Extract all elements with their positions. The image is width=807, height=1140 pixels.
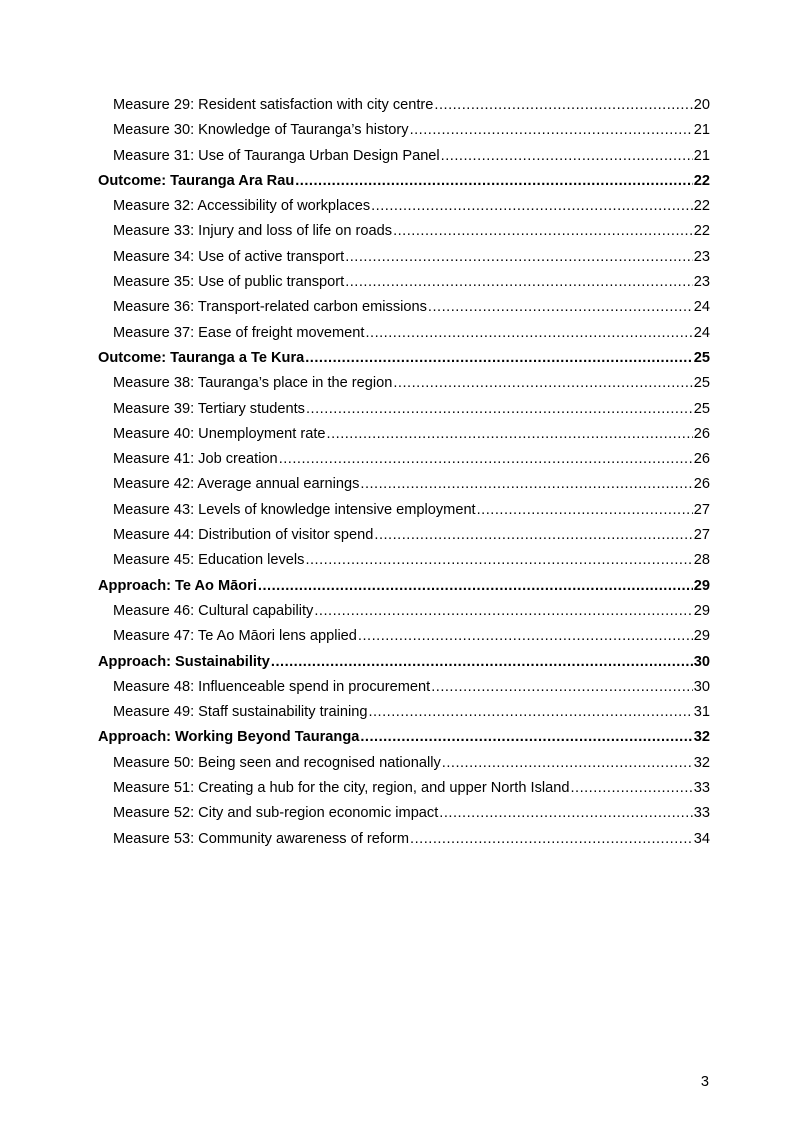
dot-leader [306, 397, 693, 422]
toc-entry-page-number: 25 [693, 400, 710, 417]
dot-leader [371, 194, 693, 219]
toc-section-heading[interactable] [98, 725, 710, 750]
dot-leader [393, 371, 692, 396]
toc-entry[interactable] [98, 700, 710, 725]
toc-entry-page-number: 31 [693, 704, 710, 721]
toc-entry[interactable] [98, 118, 710, 143]
toc-entry[interactable] [98, 548, 710, 573]
toc-entry[interactable] [98, 523, 710, 548]
toc-entry-page-number: 20 [693, 97, 710, 113]
toc-entry[interactable] [98, 675, 710, 700]
toc-entry[interactable] [98, 144, 710, 169]
toc-entry-title: Measure 39: Tertiary students [113, 400, 305, 417]
dot-leader [360, 725, 692, 750]
dot-leader [410, 827, 693, 852]
toc-entry-title: Measure 40: Unemployment rate [113, 425, 326, 442]
dot-leader [305, 548, 692, 573]
toc-entry-title: Measure 46: Cultural capability [113, 602, 314, 619]
toc-entry[interactable] [98, 447, 710, 472]
toc-entry-page-number: 21 [693, 122, 710, 139]
toc-entry-title: Measure 49: Staff sustainability training [113, 704, 368, 721]
toc-entry-title: Measure 41: Job creation [113, 451, 278, 468]
dot-leader [295, 169, 693, 194]
toc-entry-page-number: 24 [693, 324, 710, 341]
dot-leader [442, 751, 693, 776]
dot-leader [477, 498, 693, 523]
toc-entry[interactable] [98, 219, 710, 244]
toc-entry-title: Measure 42: Average annual earnings [113, 476, 360, 493]
toc-entry-title: Measure 47: Te Ao Māori lens applied [113, 628, 357, 645]
toc-entry-page-number: 30 [693, 678, 710, 695]
dot-leader [365, 321, 692, 346]
toc-entry-title: Measure 43: Levels of knowledge intensive employment [113, 501, 476, 518]
toc-entry[interactable] [98, 371, 710, 396]
toc-entry[interactable] [98, 321, 710, 346]
toc-entry-title: Measure 50: Being seen and recognised nationally [113, 754, 441, 771]
toc-entry[interactable] [98, 194, 710, 219]
toc-entry-page-number: 33 [693, 805, 710, 822]
dot-leader [314, 599, 692, 624]
toc-entry-page-number: 27 [693, 501, 710, 518]
toc-entry-page-number: 26 [693, 451, 710, 468]
toc-entry[interactable] [98, 776, 710, 801]
dot-leader [441, 144, 693, 169]
toc-entry[interactable] [98, 245, 710, 270]
toc-entry-title: Measure 45: Education levels [113, 552, 305, 569]
toc-entry[interactable] [98, 801, 710, 826]
dot-leader [434, 93, 692, 118]
dot-leader [431, 675, 693, 700]
toc-entry-title: Measure 35: Use of public transport [113, 274, 345, 291]
toc-entry-page-number: 29 [693, 577, 710, 594]
toc-entry-page-number: 21 [693, 147, 710, 164]
dot-leader [439, 801, 692, 826]
toc-entry-title: Approach: Working Beyond Tauranga [98, 729, 360, 746]
toc-entry-page-number: 32 [693, 729, 710, 746]
toc-entry[interactable] [98, 498, 710, 523]
toc-entry-page-number: 29 [693, 628, 710, 645]
toc-entry-title: Measure 31: Use of Tauranga Urban Design Panel [113, 147, 440, 164]
toc-entry-page-number: 27 [693, 527, 710, 544]
dot-leader [428, 295, 693, 320]
toc-entry-page-number: 26 [693, 425, 710, 442]
dot-leader [570, 776, 692, 801]
toc-entry-title: Measure 38: Tauranga’s place in the region [113, 375, 393, 392]
toc-entry-page-number: 25 [693, 375, 710, 392]
toc-entry-page-number: 24 [693, 299, 710, 316]
toc-entry-title: Approach: Te Ao Māori [98, 577, 257, 594]
toc-entry-page-number: 32 [693, 754, 710, 771]
toc-entry-title: Measure 29: Resident satisfaction with city centre [113, 97, 434, 113]
toc-entry-title: Approach: Sustainability [98, 653, 270, 670]
dot-leader [410, 118, 693, 143]
toc-entry-title: Measure 48: Influenceable spend in procurement [113, 678, 431, 695]
toc-entry[interactable] [98, 827, 710, 852]
toc-entry[interactable] [98, 397, 710, 422]
toc-entry-title: Measure 44: Distribution of visitor spend [113, 527, 374, 544]
toc-entry-page-number: 22 [693, 198, 710, 215]
toc-entry-page-number: 23 [693, 274, 710, 291]
toc-entry-page-number: 22 [693, 223, 710, 240]
toc-section-heading[interactable] [98, 574, 710, 599]
toc-entry[interactable] [98, 270, 710, 295]
toc-entry-page-number: 26 [693, 476, 710, 493]
dot-leader [305, 346, 693, 371]
toc-entry-page-number: 30 [693, 653, 710, 670]
dot-leader [374, 523, 692, 548]
toc-entry[interactable] [98, 422, 710, 447]
toc-entry[interactable] [98, 472, 710, 497]
toc-section-heading[interactable] [98, 169, 710, 194]
dot-leader [327, 422, 693, 447]
toc-entry-title: Measure 33: Injury and loss of life on roads [113, 223, 393, 240]
dot-leader [368, 700, 692, 725]
toc-entry-page-number: 29 [693, 602, 710, 619]
toc-section-heading[interactable] [98, 346, 710, 371]
table-of-contents [98, 93, 710, 852]
dot-leader [393, 219, 693, 244]
toc-entry-page-number: 28 [693, 552, 710, 569]
toc-entry-page-number: 23 [693, 248, 710, 265]
toc-entry-title: Measure 36: Transport-related carbon emissions [113, 299, 427, 316]
toc-entry[interactable] [98, 599, 710, 624]
toc-entry-title: Measure 30: Knowledge of Tauranga’s history [113, 122, 409, 139]
toc-entry-title: Measure 51: Creating a hub for the city, region, and upper North Island [113, 780, 570, 797]
toc-entry[interactable] [98, 93, 710, 118]
toc-entry-title: Measure 34: Use of active transport [113, 248, 345, 265]
toc-entry[interactable] [98, 624, 710, 649]
dot-leader [271, 650, 693, 675]
toc-entry-page-number: 33 [693, 780, 710, 797]
toc-entry-page-number: 25 [693, 349, 710, 366]
toc-entry-page-number: 34 [693, 830, 710, 847]
page-number: 3 [700, 1074, 709, 1090]
toc-entry-page-number: 22 [693, 172, 710, 189]
toc-entry-title: Measure 53: Community awareness of reform [113, 830, 410, 847]
dot-leader [258, 574, 693, 599]
toc-entry-title: Outcome: Tauranga Ara Rau [98, 172, 295, 189]
toc-entry[interactable] [98, 295, 710, 320]
dot-leader [345, 270, 693, 295]
dot-leader [358, 624, 693, 649]
dot-leader [279, 447, 693, 472]
toc-entry[interactable] [98, 751, 710, 776]
toc-entry-title: Measure 52: City and sub-region economic impact [113, 805, 439, 822]
toc-entry-title: Measure 32: Accessibility of workplaces [113, 198, 371, 215]
dot-leader [345, 245, 693, 270]
toc-entry-title: Outcome: Tauranga a Te Kura [98, 349, 305, 366]
toc-entry-title: Measure 37: Ease of freight movement [113, 324, 365, 341]
toc-section-heading[interactable] [98, 650, 710, 675]
dot-leader [360, 472, 692, 497]
